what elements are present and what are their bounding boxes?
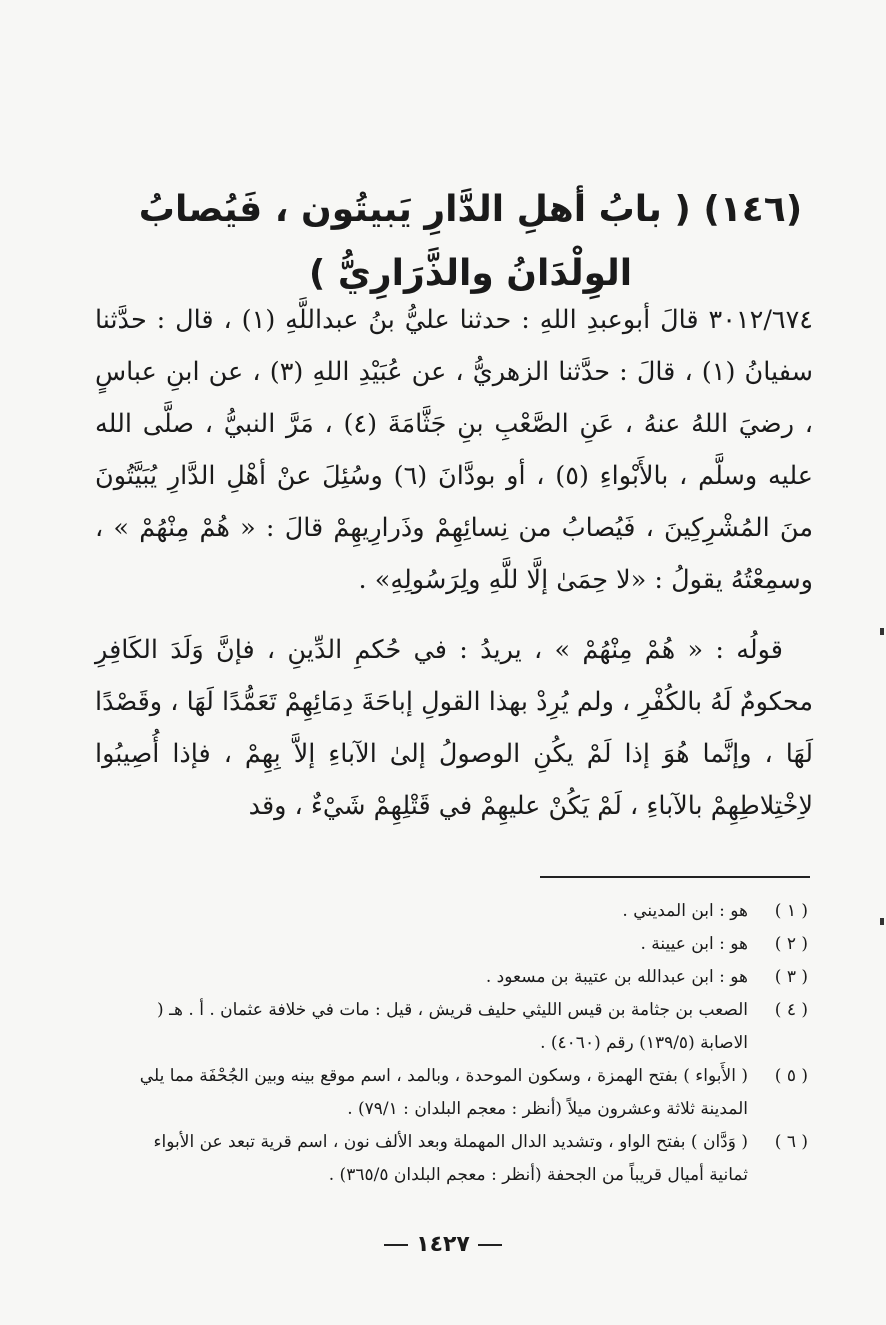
footnote-text: الصعب بن جثامة بن قيس الليثي حليف قريش ، قيل : مات في خلافة عثمان . أ . هـ ( الاصابة (١٣٩/٥) رقم (٤٠٦٠) . bbox=[157, 1000, 748, 1053]
footnote-number: ( ٣ ) bbox=[774, 967, 808, 987]
scan-speck bbox=[880, 918, 884, 925]
footnote-item bbox=[135, 994, 808, 1060]
footnote-item bbox=[135, 961, 808, 994]
footnote-number: ( ٥ ) bbox=[774, 1066, 808, 1086]
footnote-item bbox=[135, 895, 808, 928]
commentary-paragraph: قولُه : « هُمْ مِنْهُمْ » ، يريدُ : في حُكمِ الدِّينِ ، فإنَّ وَلَدَ الكَافِرِ محكومٌ لَهُ بالكُفْرِ ، ولم يُرِدْ بهذا القولِ إباحَةَ دِمَائِهِمْ تَعَمُّدًا لَهَا ، وقَصْدًا لَهَا ، وإنَّما هُوَ إذا لَمْ يكُنِ الوصولُ إلىٰ الآباءِ إلاَّ بِهِمْ ، فإذا أُصِيبُوا لاِخْتِلاطِهِمْ بالآباءِ ، لَمْ يَكُنْ عليهِمْ في قَتْلِهِمْ شَيْءٌ ، وقد bbox=[95, 635, 813, 821]
footnote-text: هو : ابن المديني . bbox=[622, 901, 748, 921]
right-dash bbox=[478, 1244, 502, 1246]
footnote-divider bbox=[540, 876, 810, 878]
chapter-title: (١٤٦) ( بابُ أهلِ الدَّارِ يَبيتُون ، فَيُصابُ الوِلْدَانُ والذَّرَارِيُّ ) bbox=[138, 189, 803, 294]
footnote-text: هو : ابن عيينة . bbox=[640, 934, 748, 954]
page-number-value: ١٤٢٧ bbox=[416, 1232, 470, 1257]
footnote-number: ( ٢ ) bbox=[774, 934, 808, 954]
footnotes bbox=[135, 895, 808, 1192]
footnote-number: ( ٤ ) bbox=[774, 1000, 808, 1020]
main-text bbox=[95, 294, 813, 832]
page-number bbox=[0, 1232, 886, 1257]
left-dash bbox=[384, 1244, 408, 1246]
hadith-paragraph: ٣٠١٢/٦٧٤ قالَ أبوعبدِ اللهِ : حدثنا عليُّ بنُ عبداللَّهِ (١) ، قال : حدَّثنا سفيانُ (١) ، قالَ : حدَّثنا الزهريُّ ، عن عُبَيْدِ اللهِ (٣) ، عن ابنِ عباسٍ ، رضيَ اللهُ عنهُ ، عَنِ الصَّعْبِ بنِ جَثَّامَةَ (٤) ، مَرَّ النبيُّ ، صلَّى الله عليه وسلَّم ، بالأَبْواءِ (٥) ، أو بودَّانَ (٦) وسُئِلَ عنْ أهْلِ الدَّارِ يُبَيَّتُونَ منَ المُشْرِكِينَ ، فَيُصابُ من نِسائِهِمْ وذَرارِيهِمْ قالَ : « هُمْ مِنْهُمْ » ، وسمِعْتُهُ يقولُ : «لا حِمَىٰ إلَّا للَّهِ ولِرَسُولِهِ» . bbox=[95, 305, 813, 595]
footnote-item bbox=[135, 1126, 808, 1192]
footnote-item bbox=[135, 928, 808, 961]
footnote-number: ( ٦ ) bbox=[774, 1132, 808, 1152]
scan-speck bbox=[880, 628, 884, 635]
footnote-text: ( وَدَّان ) بفتح الواو ، وتشديد الدال المهملة وبعد الألف نون ، اسم قرية تبعد عن الأبواء ثمانية أميال قريباً من الجحفة (أنظر : معجم البلدان ٣٦٥/٥) . bbox=[153, 1132, 748, 1185]
footnote-text: ( الأَبواء ) بفتح الهمزة ، وسكون الموحدة ، وبالمد ، اسم موقع بينه وبين الجُحْفَة مما يلي المدينة ثلاثة وعشرون ميلاً (أنظر : معجم البلدان : ٧٩/١) . bbox=[139, 1066, 748, 1119]
footnote-number: ( ١ ) bbox=[774, 901, 808, 921]
footnote-item bbox=[135, 1060, 808, 1126]
footnote-text: هو : ابن عبدالله بن عتيبة بن مسعود . bbox=[485, 967, 748, 987]
